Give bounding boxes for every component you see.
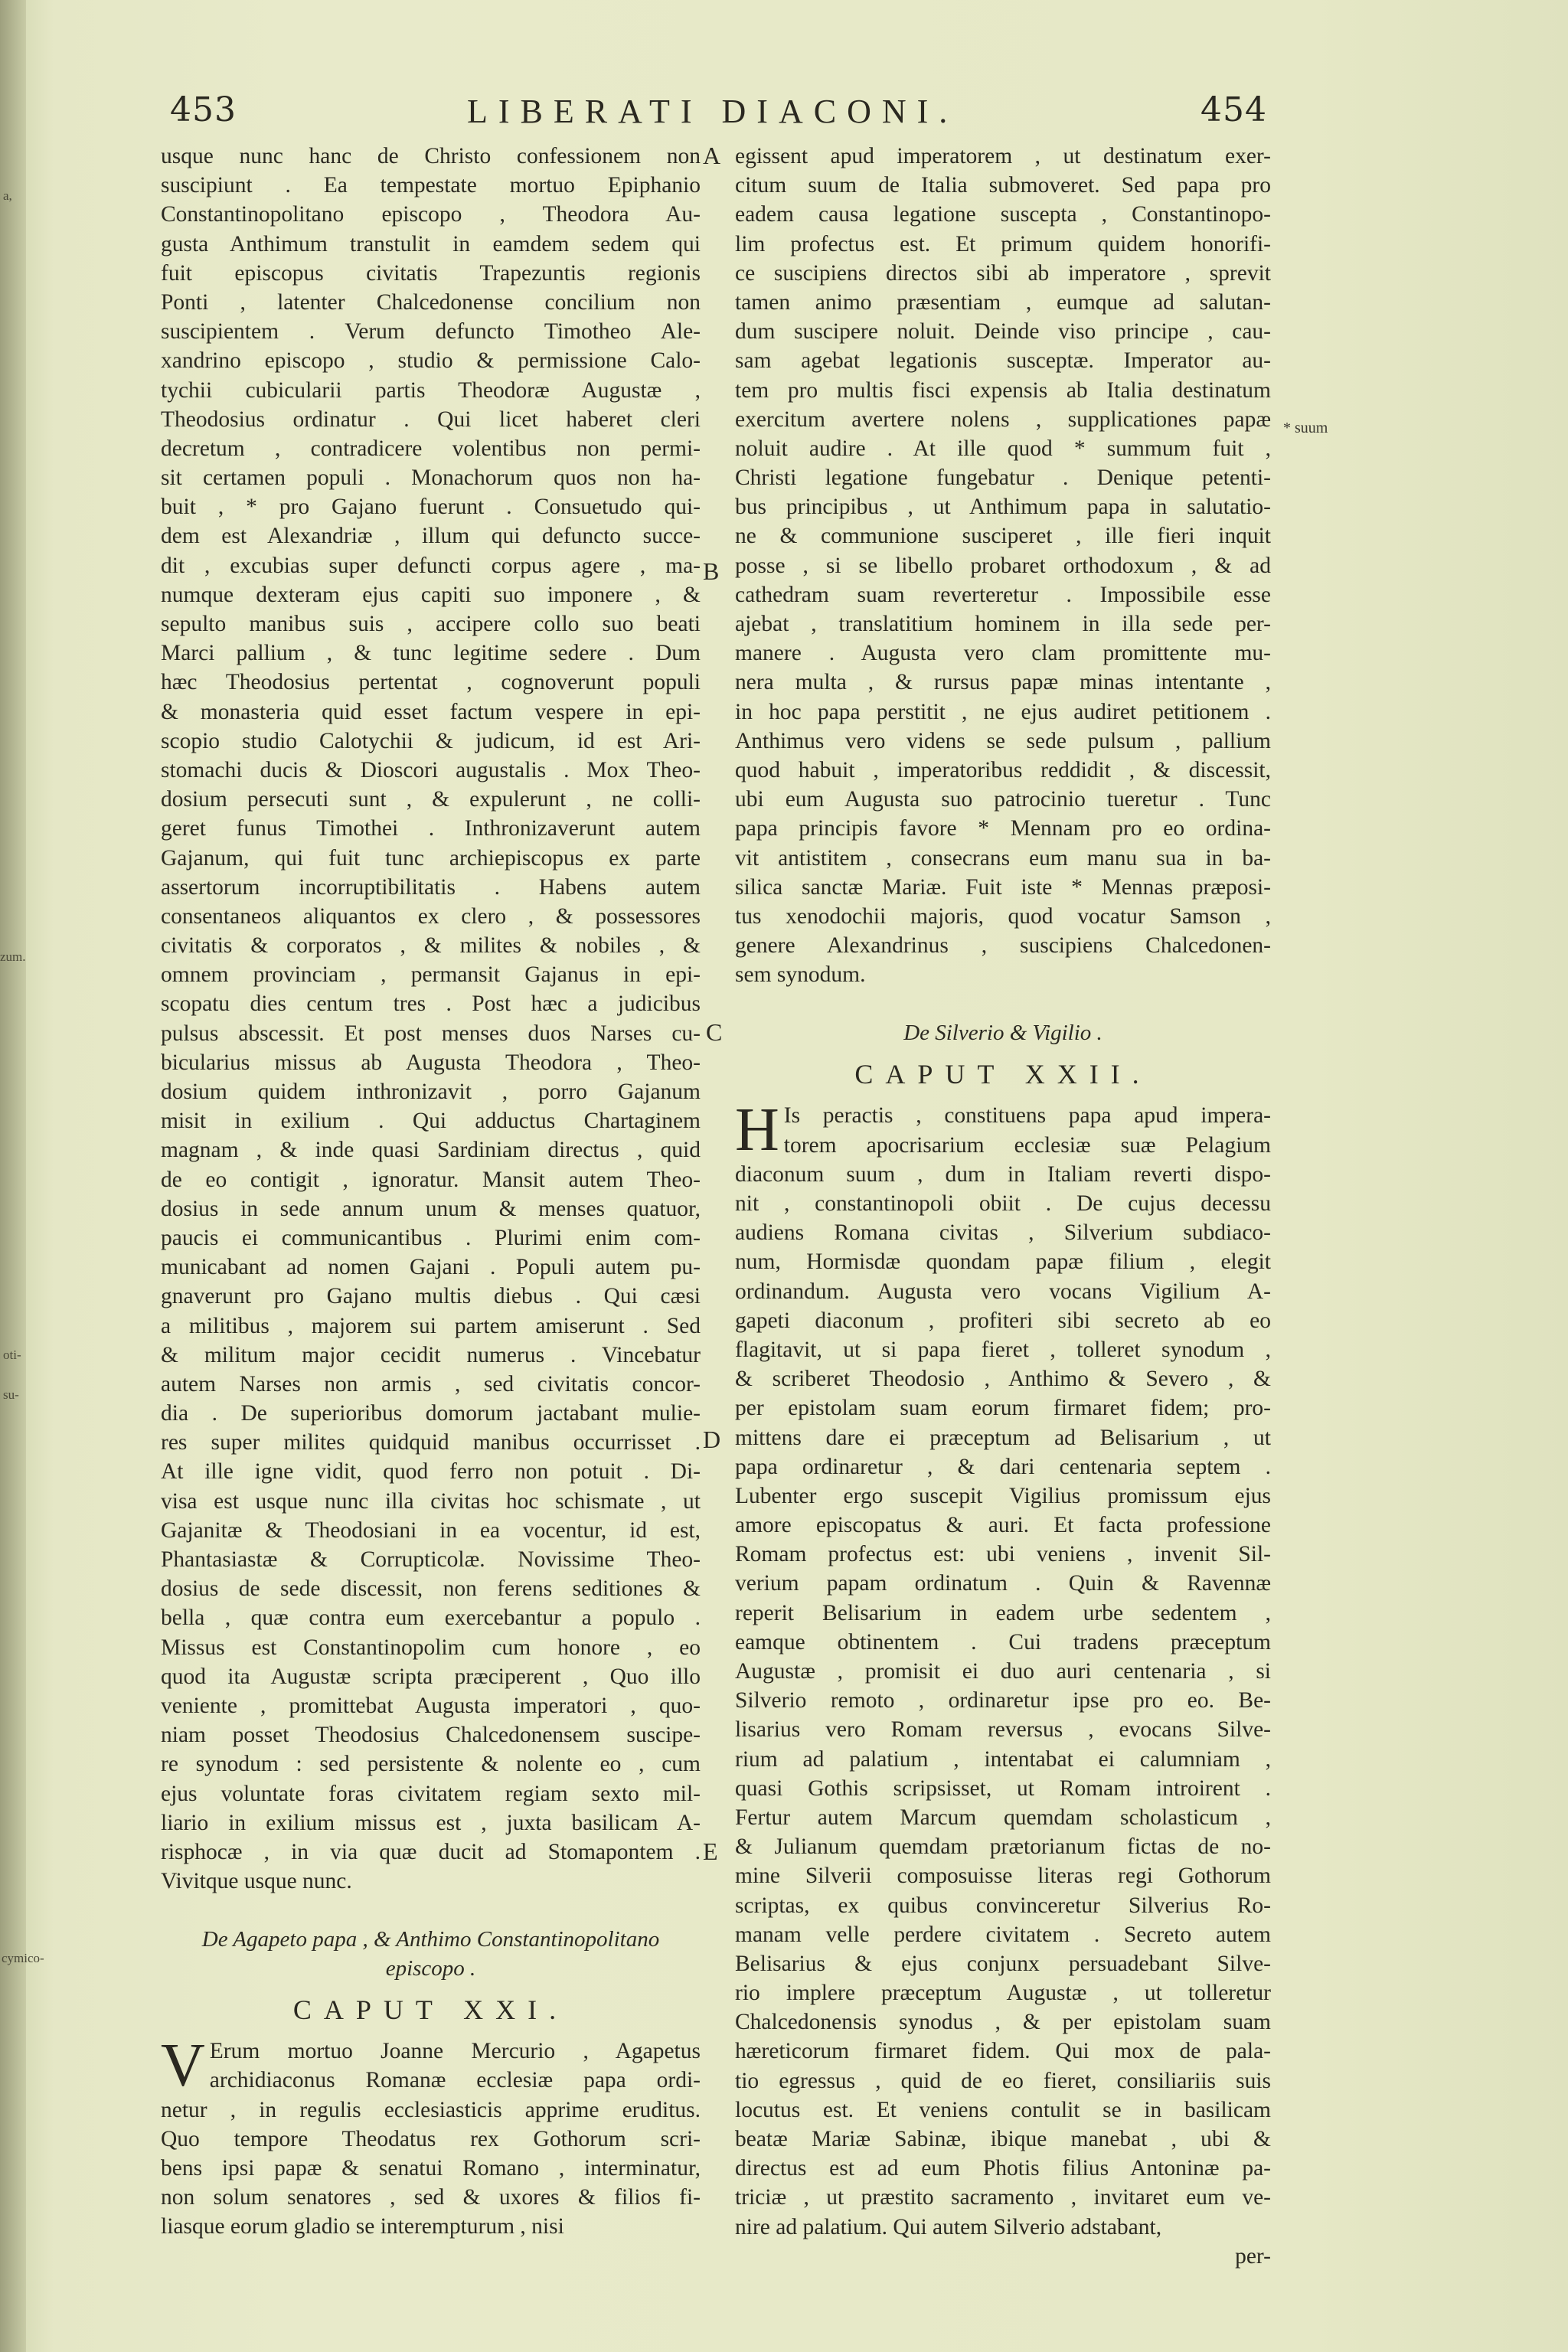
text-line: quod ita Augustæ scripta præciperent , Quo illo [161,1664,701,1689]
chapter-head-xxi: CAPUT XXI. [292,1994,569,2026]
margin-letter-b: B [703,557,720,585]
page-header [0,90,1568,136]
text-line: Quo tempore Theodatus rex Gothorum scri- [161,2126,701,2151]
margin-letter-d: D [703,1426,721,1453]
drop-cap-v: V [161,2032,205,2100]
text-line: dosium quidem inthronizavit , porro Gajanum [161,1080,701,1104]
left-column [161,142,701,2242]
text-line: Chalcedonensis synodus , & per epistolam suam [735,2010,1271,2035]
chapter-head-xxii: CAPUT XXII. [854,1059,1152,1090]
text-line: res super milites quidquid manibus occurrisset . [161,1430,701,1455]
text-line: Vivitque usque nunc. [161,1869,352,1894]
text-line: genere Alexandrinus , suscipiens Chalcedonen- [735,933,1271,959]
bleed-note: oti- [3,1348,21,1362]
text-line: scriptas, ex quibus convinceretur Silverius Ro- [735,1893,1271,1918]
text-line: dum suscipere noluit. Deinde viso principe , cau- [735,319,1271,345]
text-line: lim profectus est. Et primum quidem honorifi- [735,231,1271,256]
text-line: ajebat , translatitium hominem in illa sede per- [735,612,1271,636]
section-title-xxii: De Silverio & Vigilio . [903,1021,1102,1046]
text-line: dem est Alexandriæ , illum qui defuncto succe- [161,524,701,549]
text-line: suscipientem . Verum defuncto Timotheo Ale- [161,319,701,345]
side-note: * suum [1283,420,1328,436]
text-line: dia . De superioribus domorum jactabant mulie- [161,1401,701,1426]
margin-letter-c: C [706,1018,723,1046]
text-line: stomachi ducis & Dioscori augustalis . Mox Theo- [161,757,701,782]
text-line: omnem provinciam , permansit Gajanus in epi- [161,962,701,988]
text-line: Is peractis , constituens papa apud impera- [783,1103,1271,1129]
text-line: nera multa , & rursus papæ minas intentante , [735,670,1271,695]
text-line: consentaneos aliquantos ex clero , & possessores [161,903,701,929]
text-line: Belisarius & ejus conjunx persuadebant Silve- [735,1951,1271,1976]
text-line: in hoc papa perstitit , ne ejus audiret petitionem . [735,699,1271,724]
text-line: risphocæ , in via quæ ducit ad Stomapontem . [161,1839,701,1864]
text-line: eadem causa legatione suscepta , Constantinopo- [735,202,1271,227]
text-line: autem Narses non armis , sed civitatis concor- [161,1371,701,1396]
text-line: diaconum suum , dum in Italiam reverti dispo- [735,1161,1271,1187]
text-line: Phantasiastæ & Corrupticolæ. Novissime Theo- [161,1547,701,1572]
text-line: & scriberet Theodosio , Anthimo & Severo , & [735,1367,1271,1392]
text-line: mittens dare ei præceptum ad Belisarium , ut [735,1425,1271,1450]
text-line: bicularius missus ab Augusta Theodora , Theo- [161,1050,701,1075]
text-line: hæc Theodosius pertentat , cognoverunt populi [161,670,701,695]
text-line: Lubenter ergo suscepit Vigilius promissum ejus [735,1483,1271,1508]
text-line: num, Hormisdæ quondam papæ filium , elegit [735,1250,1271,1275]
text-line: visa est usque nunc illa civitas hoc schismate , ut [161,1488,701,1514]
text-line: scopio studio Calotychii & judicum, id est Ari- [161,728,701,753]
text-line: liario in exilium missus est , juxta basilicam A- [161,1810,701,1835]
text-line: Gajanitæ & Theodosiani in ea vocentur, id est, [161,1517,701,1543]
bleed-note: zum. [0,949,26,964]
text-line: Gajanum, qui fuit tunc archiepiscopus ex parte [161,845,701,871]
text-line: bella , quæ contra eum exercebantur a populo . [161,1606,701,1631]
text-line: Marci pallium , & tunc legitime sedere . Dum [161,641,701,666]
text-line: tamen animo præsentiam , eumque ad salutan- [735,289,1271,315]
text-line: manam velle perdere civitatem . Secreto autem [735,1922,1271,1947]
text-line: egissent apud imperatorem , ut destinatum exer- [735,144,1271,168]
text-line: Anthimus vero videns se sede pulsum , pallium [735,728,1271,753]
bleed-note: a, [3,188,12,203]
text-line: papa principis favore * Mennam pro eo ordina- [735,816,1271,841]
chapter-xxi-text [161,2032,701,2241]
text-line: gapeti diaconum , profiteri sibi secreto ab eo [735,1308,1271,1333]
text-line: de eo contigit , ignoratur. Mansit autem Theo- [161,1167,701,1192]
bleed-note: cymico- [2,1951,44,1965]
section-title-xxi: De Agapeto papa , & Anthimo Constantinopolitano [201,1927,660,1952]
text-line: quod habuit , imperatoribus reddidit , & discessit, [735,757,1271,782]
catchword: per- [1235,2243,1271,2269]
folio-right: 454 [1200,90,1267,129]
text-line: usque nunc hanc de Christo confessionem non [161,144,701,168]
text-line: quasi Gothis scripsisset, ut Romam introirent . [735,1775,1271,1801]
bleed-note: su- [3,1387,19,1402]
text-line: sit certamen populi . Monachorum quos non ha- [161,466,701,491]
text-line: manere . Augusta vero clam promittente mu- [735,641,1271,666]
text-line: per epistolam suam eorum firmaret fidem; pro- [735,1396,1271,1421]
running-head: LIBERATI DIACONI. [467,93,959,130]
text-line: dosius de sede discessit, non ferens seditiones & [161,1576,701,1602]
text-line: locutus est. Et veniens contulit se in basilicam [735,2097,1271,2122]
text-line: bens ipsi papæ & senatui Romano , interminatur, [161,2156,701,2180]
text-line: a militibus , majorem sui partem amiserunt . Sed [161,1313,701,1338]
text-line: noluit audire . At ille quod * summum fuit , [735,436,1271,461]
text-line: municabant ad nomen Gajani . Populi autem pu- [161,1255,701,1280]
text-line: silica sanctæ Mariæ. Fuit iste * Mennas præposi- [735,874,1271,900]
text-line: Romam profectus est: ubi veniens , invenit Sil- [735,1542,1271,1567]
text-line: & monasteria quid esset factum vespere in epi- [161,699,701,724]
text-line: rium ad palatium , intentabat ei calumniam , [735,1746,1271,1772]
text-line: magnam , & inde quasi Sardiniam directus , quid [161,1138,701,1163]
text-line: fuit episcopus civitatis Trapezuntis regionis [161,260,701,286]
gutter-shadow [0,0,26,2352]
text-line: verium papam ordinatum . Quin & Ravennæ [735,1571,1271,1596]
text-line: citum suum de Italia submoveret. Sed papa pro [735,173,1271,198]
section-title-xxi-line2: episcopo . [385,1956,476,1981]
text-line: exercitum avertere nolens , supplicationes papæ [735,407,1271,432]
text-line: & militum major cecidit numerus . Vincebatur [161,1342,701,1367]
text-line: xandrino episcopo , studio & permissione Calo- [161,348,701,374]
text-line: posse , si se libello probaret orthodoxum , & ad [735,553,1271,578]
text-line: re synodum : sed persistente & nolente eo , cum [161,1752,701,1777]
text-line: directus est ad eum Photis filius Antoninæ pa- [735,2156,1271,2181]
text-line: dosius in sede annum unum & menses quatuor, [161,1196,701,1221]
text-line: amore episcopatus & auri. Et facta professione [735,1513,1271,1538]
text-line: At ille igne vidit, quod ferro non potuit . Di- [161,1459,701,1485]
text-line: lisarius vero Romam reversus , evocans Silve- [735,1717,1271,1743]
text-line: Fertur autem Marcum quemdam scholasticum , [735,1805,1271,1830]
text-line: tychii cubicularii partis Theodoræ Augustæ , [161,377,701,403]
text-line: geret funus Timothei . Inthronizaverunt autem [161,816,701,841]
text-line: rio implere præceptum Augustæ , ut tolleretur [735,1981,1271,2006]
text-line: non solum senatores , sed & uxores & filios fi- [161,2185,701,2210]
text-line: gnaverunt pro Gajano multis diebus . Qui cæsi [161,1284,701,1309]
text-line: beatæ Mariæ Sabinæ, ibique manebat , ubi & [735,2127,1271,2151]
text-line: sepulto manibus suis , accipere collo suo beati [161,612,701,636]
text-line: tus xenodochii majoris, quod vocatur Samson , [735,903,1271,929]
text-line: buit , * pro Gajano fuerunt . Consuetudo qui- [161,495,701,520]
text-line: ce suscipiens directos sibi ab imperatore , sprevit [735,260,1271,286]
text-line: assertorum incorruptibilitatis . Habens autem [161,874,701,900]
text-line: ejus voluntate foras civitatem regiam sexto mil- [161,1781,701,1806]
text-line: audiens Romana civitas , Silverium subdiaco- [735,1220,1271,1246]
text-line: Christi legatione fungebatur . Denique petenti- [735,466,1271,491]
text-line: & Julianum quemdam prætorianum fictas de no- [735,1834,1271,1860]
chapter-xxii-text [735,1096,1271,2241]
text-line: vit antistitem , consecrans eum manu sua in ba- [735,845,1271,871]
text-line: paucis ei communicantibus . Plurimi enim com- [161,1225,701,1250]
text-line: nire ad palatium. Qui autem Silverio adstabant, [735,2214,1162,2239]
text-line: Erum mortuo Joanne Mercurio , Agapetus [209,2039,701,2064]
text-line: Silverio remoto , ordinaretur ipse pro eo. Be- [735,1688,1271,1713]
text-line: dosium persecuti sunt , & expulerunt , ne colli- [161,787,701,812]
margin-letter-e: E [703,1838,718,1865]
text-line: decretum , contradicere volentibus non permi- [161,436,701,461]
text-line: Theodosius ordinatur . Qui licet haberet cleri [161,407,701,432]
text-line: civitatis & corporatos , & milites & nobiles , & [161,933,701,959]
text-line: ubi eum Augusta suo patrocinio tueretur . Tunc [735,787,1271,812]
text-line: scopatu dies centum tres . Post hæc a judicibus [161,991,701,1017]
text-line: torem apocrisarium ecclesiæ suæ Pelagium [783,1132,1271,1158]
text-line: misit in exilium . Qui adductus Chartaginem [161,1109,701,1134]
right-column [735,142,1271,2271]
text-line: Ponti , latenter Chalcedonense concilium non [161,289,701,315]
left-body-text [161,142,701,1896]
text-line: hæreticorum firmaret fidem. Qui mox de pala- [735,2039,1271,2064]
text-line: gusta Anthimum transtulit in eamdem sedem qui [161,231,701,256]
text-line: sam agebat legationis susceptæ. Imperator au- [735,348,1271,374]
text-line: tio egressus , quid de eo fieret, consiliariis suis [735,2068,1271,2093]
text-line: bus principibus , ut Anthimum papa in salutatio- [735,495,1271,520]
text-line: mine Silverii composuisse literas regi Gothorum [735,1864,1271,1889]
text-line: flagitavit, ut si papa fieret , tolleret synodum , [735,1337,1271,1362]
text-line: Augustæ , promisit ei duo auri centenaria , si [735,1659,1271,1684]
text-line: netur , in regulis ecclesiasticis apprime eruditus. [161,2097,701,2122]
text-line: numque dexteram ejus capiti suo imponere , & [161,582,701,607]
folio-left: 453 [170,90,237,129]
text-line: eamque obtinentem . Cui tradens præceptum [735,1629,1271,1655]
text-line: suscipiunt . Ea tempestate mortuo Epiphanio [161,173,701,198]
text-line: sem synodum. [735,962,866,988]
margin-letter-a: A [703,142,721,169]
text-line: liasque eorum gladio se interempturum , nisi [161,2214,564,2239]
drop-cap-h: H [735,1096,779,1165]
text-line: papa ordinaretur , & dari centenaria septem . [735,1454,1271,1479]
text-line: nit , constantinopoli obiit . De cujus decessu [735,1191,1271,1216]
text-line: ne & communione susciperet , ille fieri inquit [735,524,1271,549]
text-line: veniente , promittebat Augusta imperatori , quo- [161,1693,701,1718]
text-line: pulsus abscessit. Et post menses duos Narses cu- [161,1021,701,1046]
text-line: Missus est Constantinopolim cum honore , eo [161,1635,701,1660]
text-line: archidiaconus Romanæ ecclesiæ papa ordi- [209,2068,701,2093]
text-line: reperit Belisarium in eadem urbe sedentem , [735,1600,1271,1625]
text-line: triciæ , ut præstito sacramento , invitaret eum ve- [735,2185,1271,2210]
text-line: niam posset Theodosius Chalcedonensem suscipe- [161,1723,701,1748]
right-body-text [735,142,1271,989]
text-line: ordinandum. Augusta vero vocans Vigilium A- [735,1279,1271,1304]
text-line: Constantinopolitano episcopo , Theodora Au- [161,202,701,227]
text-line: tem pro multis fisci expensis ab Italia destinatum [735,377,1271,403]
text-line: cathedram suam reverteretur . Impossibile esse [735,582,1271,607]
text-line: dit , excubias super defuncti corpus agere , ma- [161,553,701,578]
